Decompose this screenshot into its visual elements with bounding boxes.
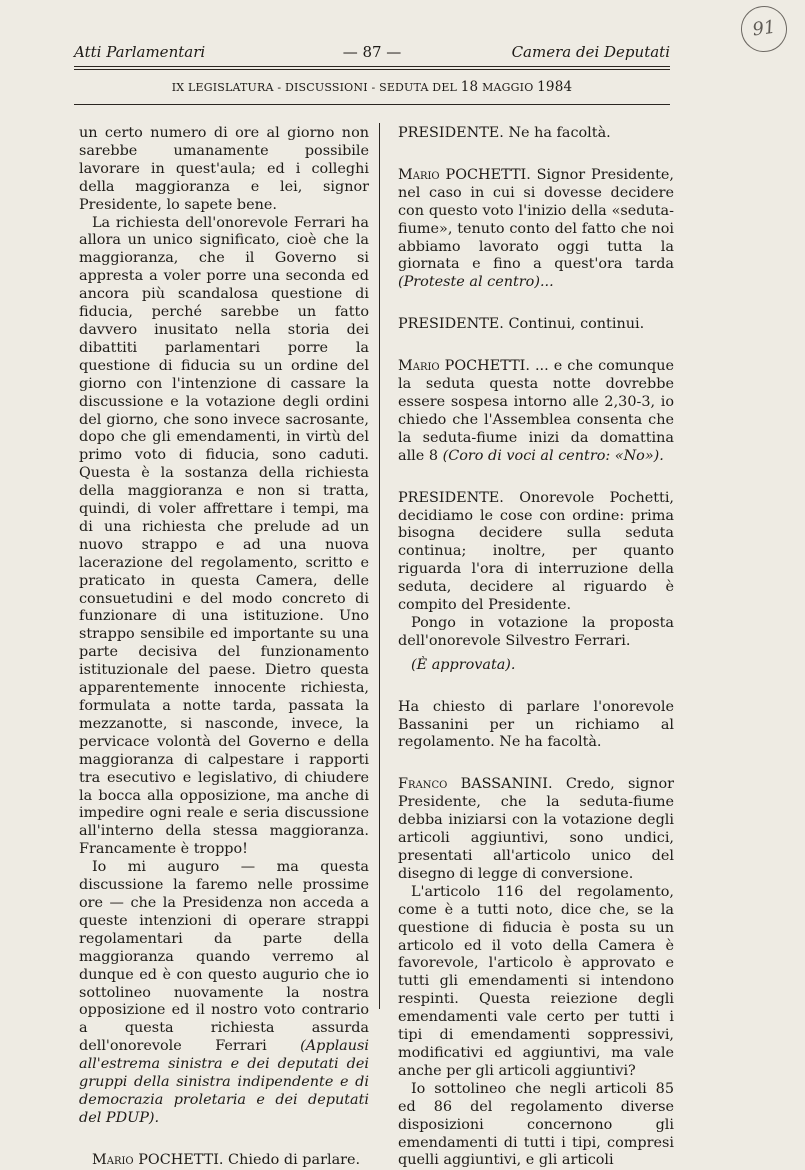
vote-result: (È approvata).: [411, 656, 516, 673]
president-line: PRESIDENTE. Continui, continui.: [398, 316, 645, 333]
page-number: — 87 —: [342, 43, 402, 61]
speaker-line: [398, 358, 674, 465]
speech-text: Chiedo di parlare.: [223, 1151, 361, 1168]
paragraph-text: Io mi auguro — ma questa discussione la faremo nelle prossime ore — che la Presidenza non acceda a queste intenzioni di operare strappi regolamentari da parte della maggioranza quando verremo al dunque ed è con questo augurio che io sottolineo nuovamente la nostra opposizione ed il nostro voto contrario a questa richiesta assurda dell'onorevole Ferrari: [79, 859, 369, 1055]
header-rule-bottom: [74, 69, 670, 70]
speaker-surname: POCHETTI.: [133, 1151, 224, 1168]
left-column: [79, 125, 369, 1170]
session-month: MAGGIO: [482, 81, 534, 94]
session-year: 1984: [537, 79, 573, 95]
paragraph: La richiesta dell'onorevole Ferrari ha allora un unico significato, cioè che la maggioranza, che il Governo si appresta a voler porre una seconda ed ancora più scandalosa questione di fiducia, perché sarebbe un fatto davvero inusitato nella storia dei dibattiti parlamentari porre la questione di fiducia su un ordine del giorno con l'intenzione di cassare la discussione e la votazione degli ordini del giorno, che sono invece sacrosante, dopo che gli emendamenti, in virtù del primo voto di fiducia, sono caduti. Questa è la sostanza della richiesta della maggioranza e non si tratta, quindi, di voler affrettare i tempi, ma di una richiesta che prelude ad un nuovo strappo e ad una nuova lacerazione del regolamento, scritto e praticato in questa Camera, delle consuetudini e del modo concreto di funzionare di una istituzione. Uno strappo sensibile ed importante su una parte decisiva del funzionamento istituzionale del paese. Dietro questa apparentemente innocente richiesta, formulata a notte tarda, passata la mezzanotte, si nasconde, invece, la pervicace volontà del Governo e della maggioranza di calpestare i rapporti tra esecutivo e legislativo, di chiudere la bocca alla opposizione, ma anche di impedire ogni reale e seria discussione all'interno della stessa maggioranza. Francamente è troppo!: [79, 214, 369, 858]
president-line: PRESIDENTE. Onorevole Pochetti, decidiamo le cose con ordine: prima bisogna decidere sulla seduta continua; inoltre, per quanto riguarda l'ora di interruzione della seduta, decidere al riguardo è compito del Presidente.: [398, 489, 674, 614]
speaker-surname: POCHETTI.: [439, 358, 530, 375]
column-divider: [379, 123, 380, 1009]
speech-text: Signor Presidente, nel caso in cui si dovesse decidere con questo voto l'inizio della «seduta-fiume», tenuto conto del fatto che noi abbiamo lavorato oggi tutta la giornata e fino a quest'ora tarda: [398, 166, 674, 273]
header-left: Atti Parlamentari: [74, 43, 206, 61]
speech-text: Credo, signor Presidente, che la seduta-fiume debba iniziarsi con la votazione degli articoli aggiuntivi, sono undici, presentati all'articolo unico del disegno di legge di conversione.: [398, 776, 674, 882]
applause-note: (Applausi all'estrema sinistra e dei deputati dei gruppi della sinistra indipendente e di democrazia proletaria e dei deputati del PDUP).: [79, 1038, 370, 1126]
paragraph: L'articolo 116 del regolamento, come è a tutti noto, dice che, se la questione di fiducia è posta su un articolo ed il voto della Camera è favorevole, l'articolo è approvato e tutti gli emendamenti si intendono respinti. Questa reiezione degli emendamenti vale certo per tutti i tipi di emendamenti soppressivi, modificativi ed aggiuntivi, ma vale anche per gli articoli aggiuntivi?: [398, 883, 674, 1079]
interjection-note: (Proteste al centro)...: [398, 274, 554, 291]
speech-text: ... e che comunque la seduta questa notte dovrebbe essere sospesa intorno alle 2,30-3, io chiedo che l'Assemblea consenta che la seduta-fiume inizi da domattina alle 8: [398, 358, 674, 464]
interjection-note: (Coro di voci al centro: «No»).: [442, 447, 664, 464]
speaker-first-name: Mario: [92, 1151, 134, 1168]
speaker-surname: BASSANINI.: [447, 776, 553, 793]
speaker-first-name: Mario: [398, 358, 440, 375]
session-label: IX LEGISLATURA - DISCUSSIONI - SEDUTA DEL: [171, 81, 458, 94]
president-line: PRESIDENTE. Ne ha facoltà.: [398, 125, 611, 141]
paragraph: Ha chiesto di parlare l'onorevole Bassanini per un richiamo al regolamento. Ne ha facoltà.: [398, 698, 674, 751]
session-line: [74, 78, 670, 97]
right-column: [398, 125, 674, 1170]
header-rule-top: [74, 66, 670, 67]
speaker-line: [398, 167, 674, 292]
archive-stamp: 91: [738, 3, 790, 55]
paragraph: un certo numero di ore al giorno non sarebbe umanamente possibile lavorare in quest'aula; ed i colleghi della maggioranza e lei, signor Presidente, lo sapete bene.: [79, 125, 369, 213]
header-right: Camera dei Deputati: [511, 43, 670, 61]
paragraph: Io sottolineo che negli articoli 85 ed 86 del regolamento diverse disposizioni concernono gli emendamenti di tutti i tipi, compresi quelli aggiuntivi, e gli articoli: [398, 1080, 674, 1169]
speaker-first-name: Mario: [398, 166, 440, 183]
paragraph: Pongo in votazione la proposta dell'onorevole Silvestro Ferrari.: [398, 614, 674, 649]
speaker-line: [398, 776, 674, 883]
speaker-surname: POCHETTI.: [439, 166, 531, 183]
session-rule: [74, 104, 670, 105]
session-day: 18: [460, 79, 479, 95]
speaker-first-name: Franco: [398, 776, 448, 793]
speaker-line: [79, 1152, 369, 1170]
paragraph: [79, 859, 369, 1128]
running-header: [74, 40, 670, 64]
